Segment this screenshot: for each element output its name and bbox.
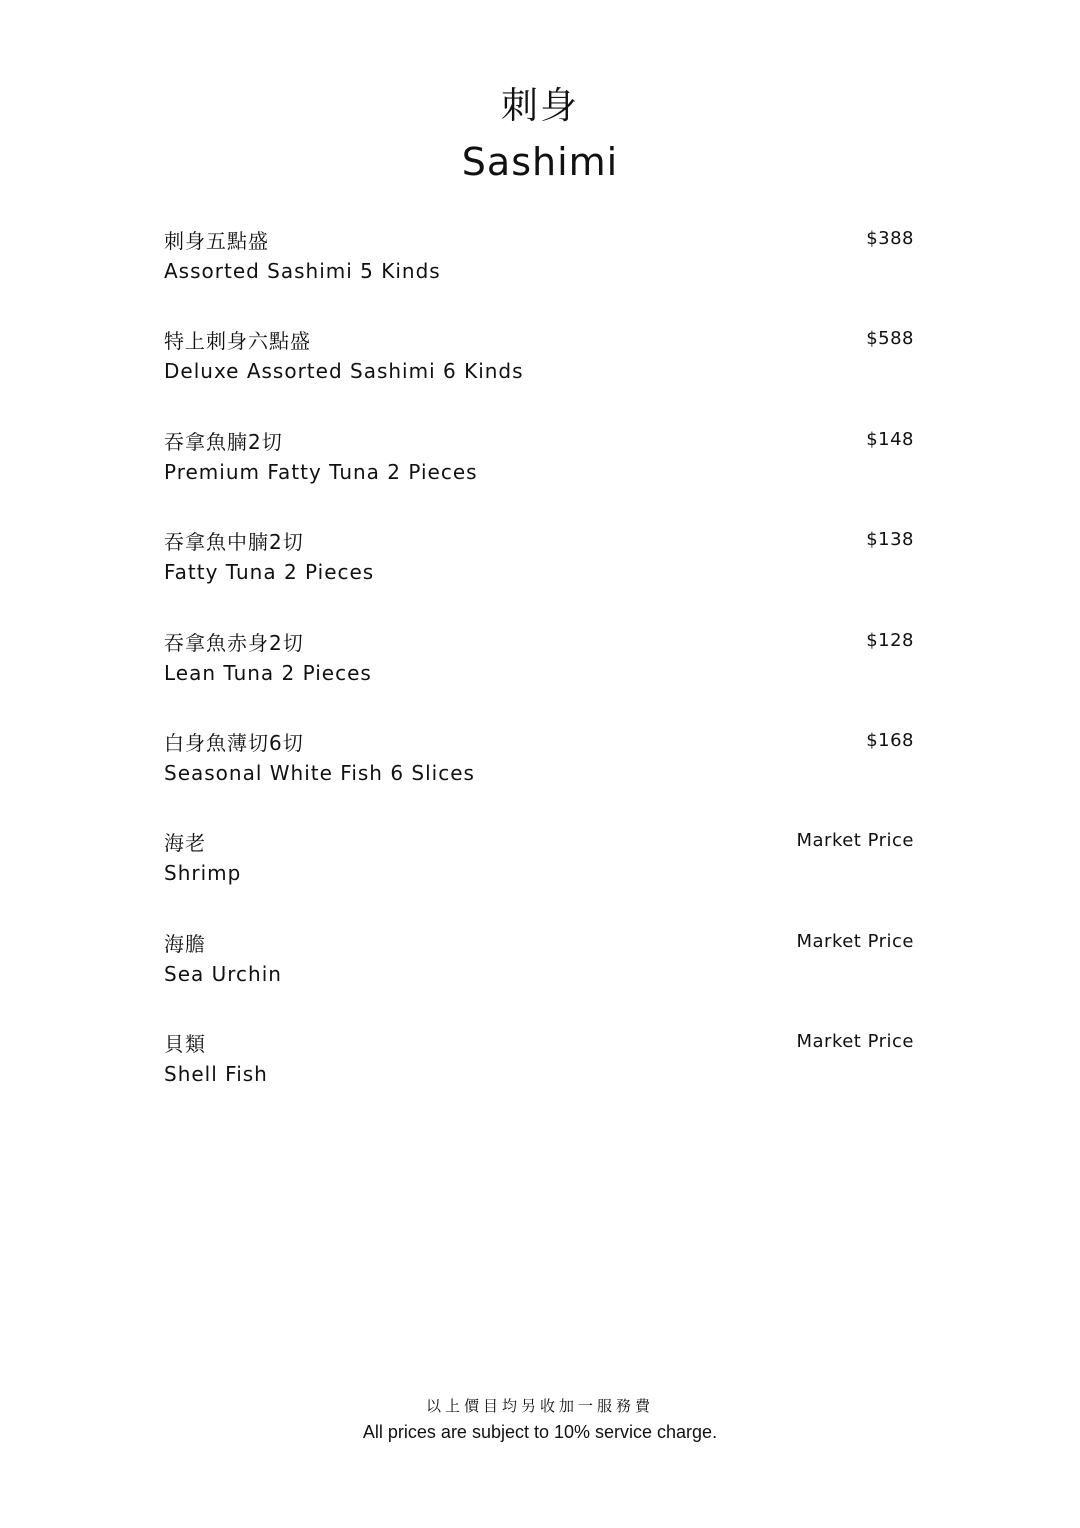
menu-list — [164, 226, 914, 1130]
menu-item-name-chinese: 吞拿魚中腩2切 — [164, 530, 304, 555]
menu-item-name-chinese: 白身魚薄切6切 — [164, 730, 304, 755]
menu-item-price: Market Price — [796, 830, 914, 852]
menu-item — [164, 527, 914, 627]
menu-item — [164, 728, 914, 828]
menu-item-name-english: Deluxe Assorted Sashimi 6 Kinds — [164, 359, 524, 384]
menu-item-price: $388 — [866, 228, 914, 249]
menu-item — [164, 929, 914, 1029]
service-charge-note — [0, 1394, 1080, 1446]
menu-item-price: Market Price — [796, 1031, 914, 1053]
menu-item-name-english: Shell Fish — [164, 1062, 268, 1087]
page-title-chinese: 刺身 — [501, 84, 579, 127]
menu-item-price: $148 — [866, 428, 914, 450]
menu-item-name-chinese: 貝類 — [164, 1032, 206, 1057]
menu-item-name-chinese: 海膽 — [164, 931, 206, 956]
menu-item — [164, 326, 914, 426]
menu-item-name-english: Fatty Tuna 2 Pieces — [164, 560, 375, 585]
menu-item-price: $588 — [866, 328, 914, 350]
menu-item-name-chinese: 特上刺身六點盛 — [164, 329, 311, 354]
menu-item-price: $128 — [866, 629, 914, 651]
service-charge-note-english: All prices are subject to 10% service charge. — [362, 1422, 718, 1442]
menu-item-name-chinese: 海老 — [164, 831, 206, 856]
page-header — [0, 82, 1080, 188]
menu-item-name-english: Lean Tuna 2 Pieces — [164, 660, 372, 685]
service-charge-note-chinese: 以上價目均另收加一服務費 — [425, 1397, 654, 1415]
menu-item-name-chinese: 吞拿魚腩2切 — [164, 429, 283, 454]
menu-item-name-english: Sea Urchin — [164, 961, 282, 986]
menu-item — [164, 226, 914, 326]
menu-item-name-english: Shrimp — [164, 861, 242, 886]
menu-item — [164, 427, 914, 527]
menu-item-name-english: Seasonal White Fish 6 Slices — [164, 760, 475, 785]
menu-item — [164, 828, 914, 928]
menu-item — [164, 1029, 914, 1129]
page-title-english: Sashimi — [461, 140, 619, 184]
menu-item-name-chinese: 刺身五點盛 — [164, 229, 269, 253]
menu-item-name-chinese: 吞拿魚赤身2切 — [164, 630, 304, 655]
menu-item-price: $168 — [866, 729, 914, 751]
menu-item-name-english: Premium Fatty Tuna 2 Pieces — [164, 459, 478, 484]
menu-item-name-english: Assorted Sashimi 5 Kinds — [164, 259, 441, 283]
menu-item-price: $138 — [866, 529, 914, 551]
menu-item-price: Market Price — [796, 930, 914, 952]
menu-item — [164, 628, 914, 728]
